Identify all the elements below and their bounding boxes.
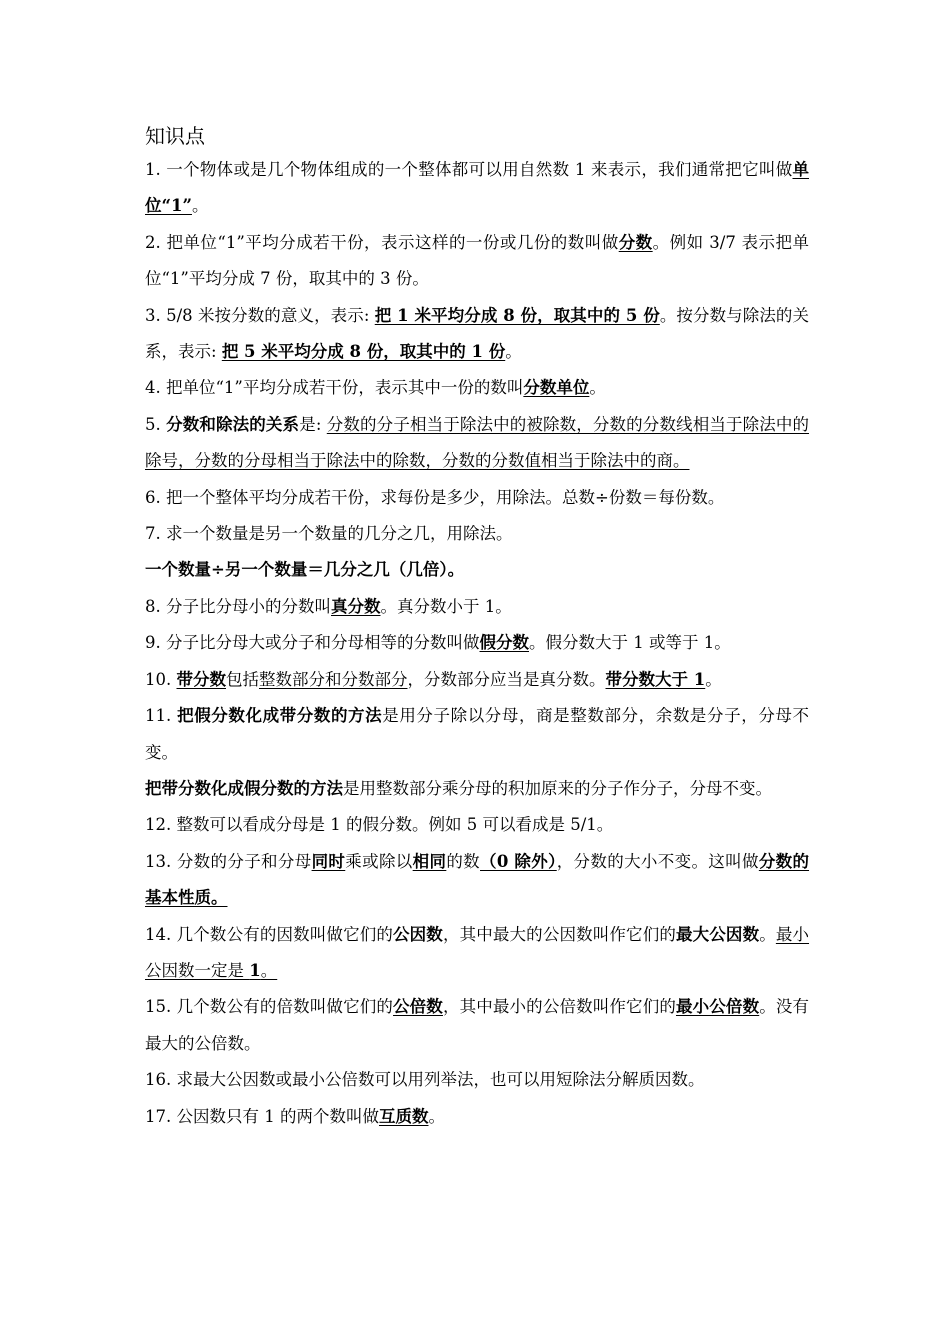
text-segment: 。假分数大于 1 或等于 1。 bbox=[529, 633, 731, 653]
text-segment: 。真分数小于 1。 bbox=[380, 596, 512, 616]
text-segment: 真分数 bbox=[331, 596, 381, 616]
knowledge-point-5 bbox=[145, 407, 809, 480]
text-segment: 3. 5/8 米按分数的意义，表示: bbox=[145, 305, 375, 325]
text-segment: 15. 几个数公有的倍数叫做它们的 bbox=[145, 997, 394, 1017]
text-segment: 假分数 bbox=[479, 633, 529, 653]
knowledge-point-15 bbox=[145, 989, 809, 1062]
text-segment: 6. 把一个整体平均分成若干份，求每份是多少，用除法。总数÷份数＝每份数。 bbox=[145, 487, 725, 507]
text-segment: 公倍数 bbox=[393, 997, 443, 1017]
text-segment: （0 除外） bbox=[480, 851, 557, 871]
text-segment: 13. 分数的分子和分母 bbox=[145, 851, 312, 871]
text-segment: 分数的分子相当于除法中的被除数，分数的分数线相当于除法中的除号，分数的分母相当于除法中的除数，分数的分数值相当于除法中的商。 bbox=[145, 414, 810, 471]
knowledge-point-2 bbox=[145, 225, 809, 298]
text-segment: 17. 公因数只有 1 的两个数叫做 bbox=[145, 1106, 379, 1126]
text-segment: 12. 整数可以看成分母是 1 的假分数。例如 5 可以看成是 5/1。 bbox=[145, 815, 614, 835]
text-segment: 最大公因数 bbox=[675, 924, 760, 944]
text-segment: 带分数 bbox=[176, 669, 226, 689]
text-segment: 。 bbox=[589, 378, 606, 398]
text-segment: 。例如 3/7 表示把单位“1”平均分成 7 份，取其中的 3 份。 bbox=[145, 232, 810, 289]
knowledge-points-list bbox=[145, 152, 809, 1135]
text-segment: 分数单位 bbox=[523, 378, 590, 398]
knowledge-point-1 bbox=[145, 152, 809, 225]
text-segment: 互质数 bbox=[378, 1106, 429, 1126]
text-segment: 相同 bbox=[412, 851, 447, 871]
text-segment: 是用分子除以分母，商是整数部分，余数是分子，分母不变。 bbox=[145, 706, 810, 762]
text-segment: 是用整数部分乘分母的积加原来的分子作分子，分母不变。 bbox=[343, 778, 772, 798]
text-segment: 11. bbox=[145, 706, 178, 726]
knowledge-point-71 bbox=[145, 552, 809, 588]
text-segment: 。按分数与除法的关系，表示: bbox=[145, 305, 810, 362]
text-segment: 4. 把单位“1”平均分成若干份，表示其中一份的数叫 bbox=[145, 378, 524, 398]
text-segment: 包括 bbox=[226, 669, 259, 689]
text-segment: 一个数量÷另一个数量＝几分之几（几倍）。 bbox=[145, 560, 465, 580]
knowledge-point-4 bbox=[145, 370, 809, 406]
text-segment: 把带分数化成假分数的方法 bbox=[145, 778, 343, 798]
text-segment: 乘或除以 bbox=[345, 851, 413, 871]
text-segment: ，分数部分应当是真分数。 bbox=[407, 669, 606, 689]
text-segment: 16. 求最大公因数或最小公倍数可以用列举法，也可以用短除法分解质因数。 bbox=[145, 1070, 705, 1090]
text-segment: 。没有最大的公倍数。 bbox=[145, 997, 810, 1053]
knowledge-point-13 bbox=[145, 844, 809, 917]
text-segment: 最小公倍数 bbox=[675, 997, 760, 1017]
page-title: 知识点 bbox=[145, 124, 205, 148]
text-segment: 10. bbox=[145, 669, 177, 689]
knowledge-point-11 bbox=[145, 698, 809, 771]
text-segment: 2. 把单位“1”平均分成若干份，表示这样的一份或几份的数叫做 bbox=[145, 232, 619, 252]
text-segment: ，分数的大小不变。这叫做 bbox=[556, 851, 759, 871]
text-segment: 整数部分和分数部分 bbox=[259, 669, 408, 689]
text-segment: ，其中最小的公倍数叫作它们的 bbox=[442, 997, 676, 1017]
text-segment: 。 bbox=[759, 924, 776, 944]
text-segment: 把 1 米平均分成 8 份，取其中的 5 份 bbox=[374, 305, 660, 325]
knowledge-point-14 bbox=[145, 917, 809, 990]
text-segment: 的数 bbox=[446, 851, 481, 871]
knowledge-point-9 bbox=[145, 625, 809, 661]
knowledge-point-17 bbox=[145, 1099, 809, 1135]
text-segment: 分数的基本性质。 bbox=[145, 851, 810, 908]
text-segment: 是: bbox=[299, 414, 327, 434]
knowledge-point-10 bbox=[145, 662, 809, 698]
knowledge-point-16 bbox=[145, 1062, 809, 1098]
text-segment: 8. 分子比分母小的分数叫 bbox=[145, 596, 331, 616]
text-segment: 1 bbox=[249, 960, 261, 980]
text-segment: 9. 分子比分母大或分子和分母相等的分数叫做 bbox=[145, 633, 480, 653]
text-segment: 分数 bbox=[618, 232, 653, 252]
text-segment: 公因数 bbox=[393, 924, 443, 944]
knowledge-point-111 bbox=[145, 771, 809, 807]
text-segment: 分数和除法的关系 bbox=[166, 414, 300, 434]
text-segment: 最小公因数一定是 bbox=[145, 924, 810, 980]
knowledge-point-3 bbox=[145, 298, 809, 371]
text-segment: 1. 一个物体或是几个物体组成的一个整体都可以用自然数 1 来表示，我们通常把它叫做 bbox=[145, 160, 793, 179]
text-segment: 。 bbox=[705, 669, 722, 689]
text-segment: 。 bbox=[505, 342, 522, 362]
text-segment: 把假分数化成带分数的方法 bbox=[177, 706, 383, 726]
text-segment: 带分数大于 1 bbox=[605, 669, 706, 689]
knowledge-point-8 bbox=[145, 589, 809, 625]
text-segment: 。 bbox=[428, 1106, 445, 1126]
knowledge-point-7 bbox=[145, 516, 809, 552]
text-segment: 同时 bbox=[311, 851, 346, 871]
text-segment: ，其中最大的公因数叫作它们的 bbox=[442, 924, 676, 944]
knowledge-point-6 bbox=[145, 480, 809, 516]
text-segment: 。 bbox=[191, 196, 209, 216]
text-segment: 把 5 米平均分成 8 份，取其中的 1 份 bbox=[221, 342, 506, 362]
text-segment: 。 bbox=[260, 960, 278, 980]
text-segment: 14. 几个数公有的因数叫做它们的 bbox=[145, 924, 394, 944]
knowledge-point-12 bbox=[145, 807, 809, 843]
text-segment: 5. bbox=[145, 414, 167, 434]
text-segment: 7. 求一个数量是另一个数量的几分之几，用除法。 bbox=[145, 524, 513, 544]
text-segment: 单位“1” bbox=[145, 160, 809, 216]
